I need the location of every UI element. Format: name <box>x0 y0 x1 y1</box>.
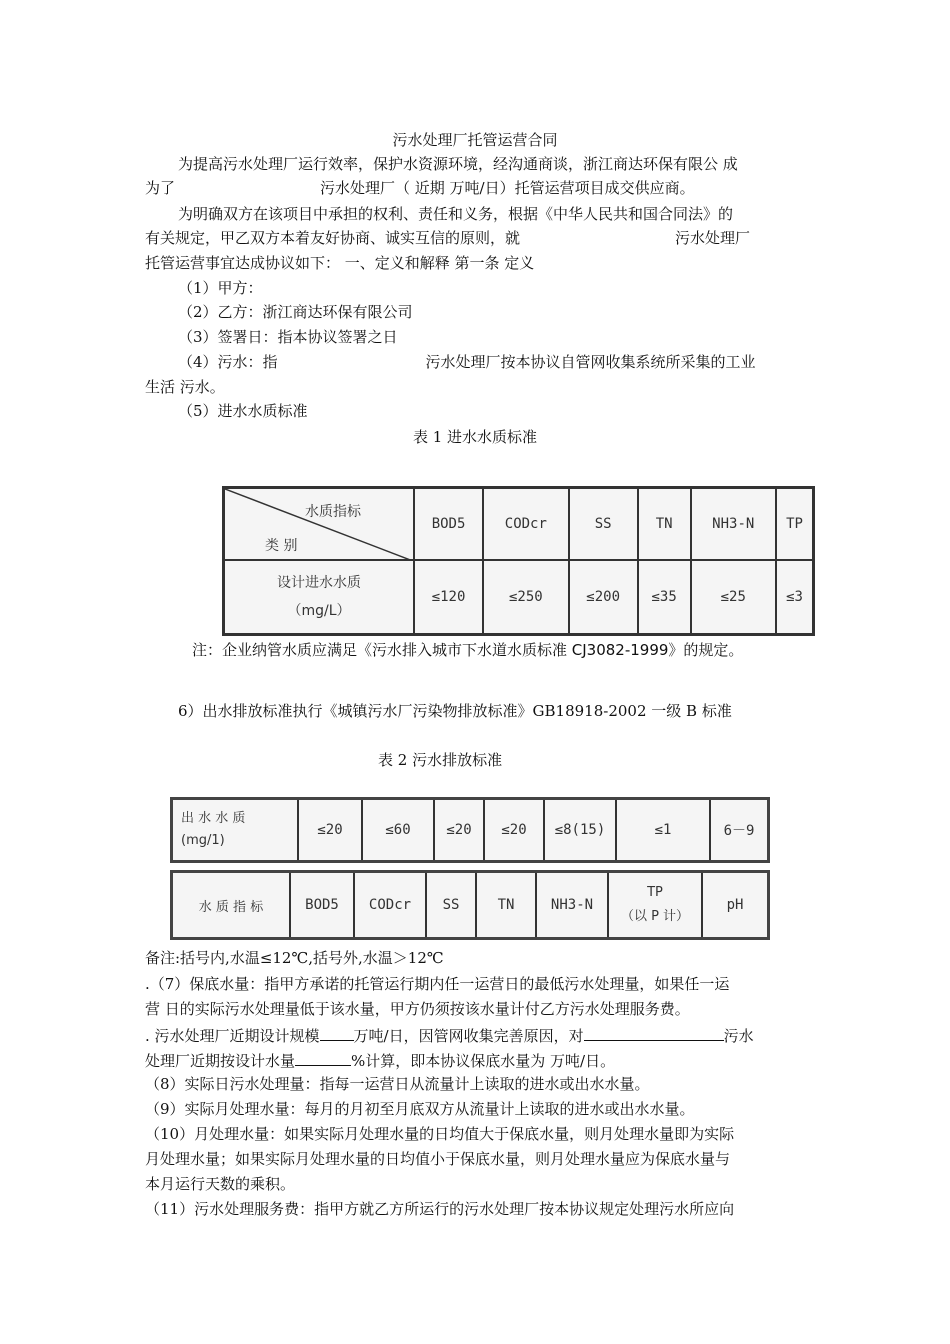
influent-quality-table <box>222 486 815 636</box>
table1-header-top: 水质指标 <box>305 504 361 520</box>
table2-row2-header: TN <box>476 872 536 939</box>
paragraph-purpose-line2 <box>145 228 750 248</box>
definition-4-line2: 生活 污水。 <box>145 378 225 396</box>
definition-3: （3）签署日：指本协议签署之日 <box>178 328 398 346</box>
table2-row1-label-line1: 出 水 水 质 <box>181 811 246 826</box>
definition-1: （1）甲方： <box>178 279 263 297</box>
table1-value: ≤25 <box>691 560 776 635</box>
definition-7-line3 <box>145 1024 754 1046</box>
table1-row-label-line2: （mg/L） <box>287 602 351 619</box>
purpose-prefix: 有关规定，甲乙双方本着友好协商、诚实互信的原则，就 <box>145 229 521 247</box>
table1-value: ≤200 <box>569 560 638 635</box>
table2-tp-header <box>608 872 702 939</box>
effluent-values-table <box>170 797 770 863</box>
definition-10-line2: 月处理水量；如果实际月处理水量的日均值小于保底水量，则月处理水量应为保底水量与 <box>145 1150 731 1168</box>
table1-row-label-line1: 设计进水水质 <box>277 574 361 591</box>
purpose-suffix: 污水处理厂 <box>675 229 751 247</box>
def7-line3-part1: . 污水处理厂近期设计规模 <box>145 1027 320 1045</box>
blank-plant-name <box>584 1024 724 1041</box>
definition-2: （2）乙方：浙江商达环保有限公司 <box>178 303 413 321</box>
table1-header-cell <box>224 488 415 560</box>
definition-7-line2: 营 日的实际污水处理量低于该水量，甲方仍须按该水量计付乙方污水处理服务费。 <box>145 1000 690 1018</box>
table2-ph-header: pH <box>702 872 769 939</box>
intro-suffix: 污水处理厂（ 近期 万吨/日）托管运营项目成交供应商。 <box>320 179 695 197</box>
table2-row1-value: 6－9 <box>710 799 769 862</box>
document-title: 污水处理厂托管运营合同 <box>392 131 558 149</box>
blank-percent <box>295 1049 351 1066</box>
paragraph-purpose-line3: 托管运营事宜达成协议如下： 一、定义和解释 第一条 定义 <box>145 254 535 272</box>
table2-row2-header: CODcr <box>354 872 426 939</box>
table1-value: ≤250 <box>483 560 568 635</box>
table2-tp-line1: TP <box>647 885 663 900</box>
paragraph-intro-line1: 为提高污水处理厂运行效率，保护水资源环境，经沟通商谈，浙江商达环保有限公 成 <box>178 155 738 173</box>
paragraph-purpose-line1: 为明确双方在该项目中承担的权利、责任和义务，根据《中华人民共和国合同法》的 <box>178 205 734 223</box>
paragraph-intro-line2 <box>145 178 695 198</box>
def7-line4-part2: %计算，即本协议保底水量为 万吨/日。 <box>351 1052 616 1070</box>
def7-line3-part2: 万吨/日，因管网收集完善原因，对 <box>353 1027 584 1045</box>
table1-col-header: CODcr <box>483 488 568 560</box>
definition-10-line3: 本月运行天数的乘积。 <box>145 1175 296 1193</box>
definition-11: （11）污水处理服务费：指甲方就乙方所运行的污水处理厂按本协议规定处理污水所应向 <box>145 1200 735 1218</box>
def4-suffix: 污水处理厂按本协议自管网收集系统所采集的工业 <box>425 353 756 371</box>
definition-7-line1: .（7）保底水量：指甲方承诺的托管运行期内任一运营日的最低污水处理量，如果任一运 <box>145 975 730 993</box>
intro-prefix: 为了 <box>145 179 176 197</box>
table2-row1-label-line2: (mg/1) <box>181 833 225 848</box>
definition-5: （5）进水水质标准 <box>178 402 308 420</box>
table2-tp-line2: （以 P 计） <box>620 909 690 924</box>
table1-note: 注：企业纳管水质应满足《污水排入城市下水道水质标准 CJ3082-1999》的规定。 <box>192 641 744 659</box>
remark: 备注:括号内,水温≤12℃,括号外,水温＞12℃ <box>145 949 444 967</box>
table1-col-header: NH3-N <box>691 488 776 560</box>
table1-value: ≤3 <box>776 560 814 635</box>
table1-col-header: BOD5 <box>414 488 483 560</box>
blank-design-scale <box>320 1024 354 1041</box>
definition-7-line4 <box>145 1049 615 1071</box>
table2-row1-label <box>172 799 299 862</box>
diagonal-divider <box>225 489 413 561</box>
table2-caption: 表 2 污水排放标准 <box>378 751 503 769</box>
table1-value: ≤35 <box>638 560 691 635</box>
table2-row1-value: ≤20 <box>434 799 484 862</box>
definition-9: （9）实际月处理水量：每月的月初至月底双方从流量计上读取的进水或出水水量。 <box>145 1100 695 1118</box>
table2-row1-value: ≤60 <box>362 799 434 862</box>
definition-10-line1: （10）月处理水量：如果实际月处理水量的日均值大于保底水量，则月处理水量即为实际 <box>145 1125 735 1143</box>
table1-col-header: SS <box>569 488 638 560</box>
table2-row1-value: ≤8(15) <box>544 799 616 862</box>
table1-col-header: TP <box>776 488 814 560</box>
def7-line4-part1: 处理厂近期按设计水量 <box>145 1052 296 1070</box>
table2-row2-header: BOD5 <box>290 872 354 939</box>
table1-row-label <box>224 560 415 635</box>
definition-4-line1 <box>178 352 756 372</box>
definition-6: 6）出水排放标准执行《城镇污水厂污染物排放标准》GB18918-2002 一级 B 标准 <box>178 702 732 720</box>
table2-row1-value: ≤20 <box>484 799 544 862</box>
table2-row1-value: ≤20 <box>298 799 362 862</box>
table2-row2-header: NH3-N <box>536 872 608 939</box>
definition-8: （8）实际日污水处理量：指每一运营日从流量计上读取的进水或出水水量。 <box>145 1075 650 1093</box>
table2-row2-label: 水 质 指 标 <box>172 872 291 939</box>
table2-row1-value: ≤1 <box>616 799 710 862</box>
table1-value: ≤120 <box>414 560 483 635</box>
table1-caption: 表 1 进水水质标准 <box>412 428 538 446</box>
table1-header-bottom: 类 别 <box>265 538 298 554</box>
table1-col-header: TN <box>638 488 691 560</box>
def4-prefix: （4）污水：指 <box>178 353 278 371</box>
table2-row2-header: SS <box>426 872 476 939</box>
effluent-index-table <box>170 870 770 940</box>
def7-line3-part3: 污水 <box>723 1027 754 1045</box>
